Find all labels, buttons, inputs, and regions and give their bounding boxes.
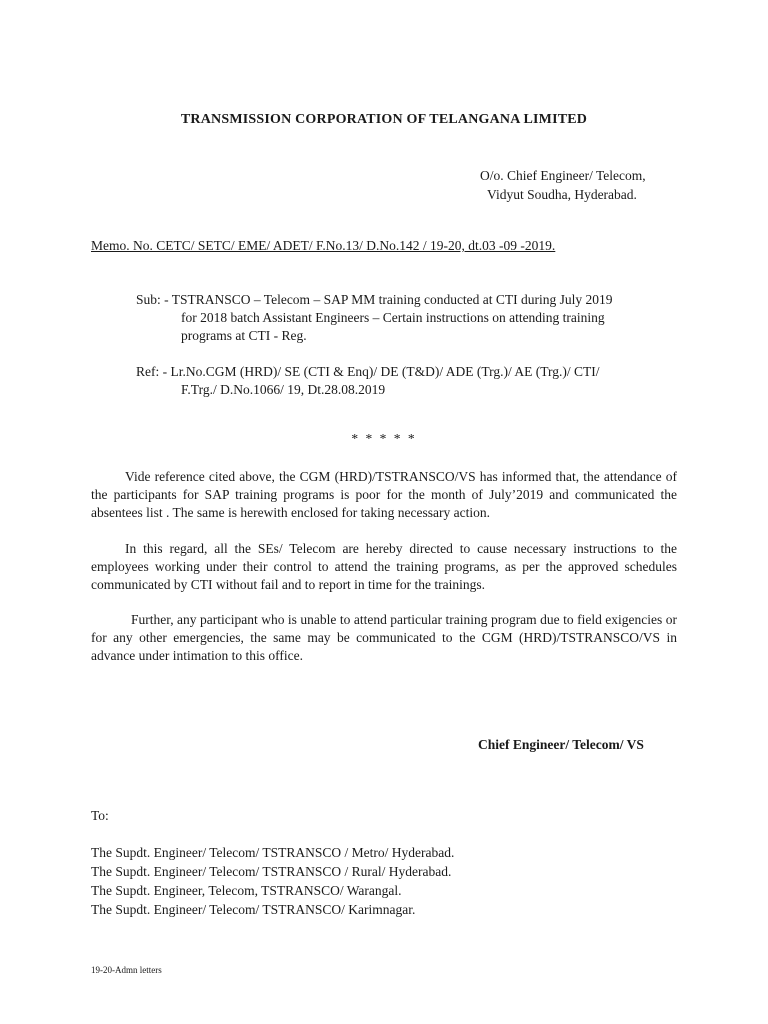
office-address-line: O/o. Chief Engineer/ Telecom, [480,168,646,183]
recipient-item: The Supdt. Engineer, Telecom, TSTRANSCO/ Warangal. [91,883,402,898]
reference-line: F.Trg./ D.No.1066/ 19, Dt.28.08.2019 [181,382,386,397]
office-address-line: Vidyut Soudha, Hyderabad. [487,187,637,202]
recipient-item: The Supdt. Engineer/ Telecom/ TSTRANSCO / Metro/ Hyderabad. [91,845,455,860]
body-paragraph: Further, any participant who is unable to attend particular training program due to field exigencies or for any other emergencies, the same may be communicated to the CGM (HRD)/TSTRANSCO/VS in advance under intimation to this office. [91,612,677,663]
subject-line: programs at CTI - Reg. [181,328,307,343]
reference-line: Ref: - Lr.No.CGM (HRD)/ SE (CTI & Enq)/ DE (T&D)/ ADE (Trg.)/ AE (Trg.)/ CTI/ [136,364,600,379]
memo-number: Memo. No. CETC/ SETC/ EME/ ADET/ F.No.13/ D.No.142 / 19-20, dt.03 -09 -2019. [91,238,556,253]
subject-block [136,291,677,345]
recipient-item: The Supdt. Engineer/ Telecom/ TSTRANSCO/ Karimnagar. [91,902,416,917]
organization-title: TRANSMISSION CORPORATION OF TELANGANA LIMITED [180,112,588,127]
body-paragraph: In this regard, all the SEs/ Telecom are hereby directed to cause necessary instructions to the employees working under their control to attend the training programs, as per the approved schedules communicated by CTI without fail and to report in time for the trainings. [91,541,677,592]
signatory: Chief Engineer/ Telecom/ VS [478,737,644,752]
body-paragraph: Vide reference cited above, the CGM (HRD)/TSTRANSCO/VS has informed that, the attendance of the participants for SAP training programs is poor for the month of July’2019 and communicated the absentees list . The same is herewith enclosed for taking necessary action. [91,469,677,520]
recipient-item: The Supdt. Engineer/ Telecom/ TSTRANSCO / Rural/ Hyderabad. [91,864,452,879]
to-label: To: [91,808,109,823]
section-separator: * * * * * [351,431,417,446]
subject-line: Sub: - TSTRANSCO – Telecom – SAP MM training conducted at CTI during July 2019 [136,292,613,307]
footer-note: 19-20-Admn letters [91,965,162,975]
reference-block [136,363,677,399]
recipient-list [91,843,454,919]
office-address [480,166,646,204]
subject-line: for 2018 batch Assistant Engineers – Certain instructions on attending training [181,310,605,325]
